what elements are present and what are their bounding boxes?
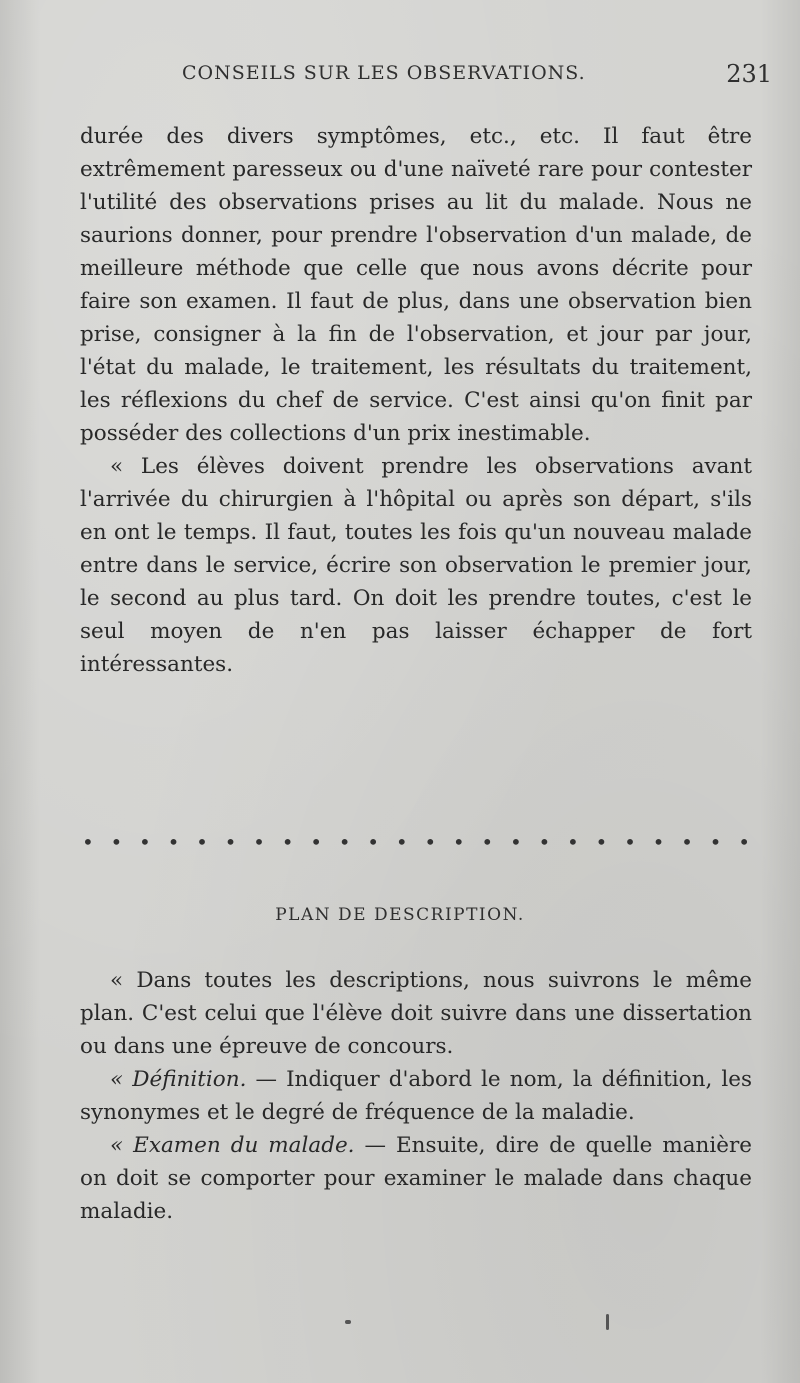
paragraph-examen xyxy=(80,1129,752,1228)
ellipsis-separator xyxy=(82,830,750,854)
page-number: 231 xyxy=(726,60,772,88)
definition-text: — Indiquer d'abord le nom, la définition, les synonymes et le degré de fréquence de la maladie. xyxy=(80,1067,752,1125)
paragraph: « Les élèves doivent prendre les observations avant l'arrivée du chirurgien à l'hôpital ou après son départ, s'ils en ont le temps. Il faut, toutes les fois qu'un nouveau malade entre dans le service, écrire son observation le premier jour, le second au plus tard. On doit les prendre toutes, c'est le seul moyen de n'en pas laisser échapper de fort intéressantes. xyxy=(80,454,752,677)
ink-speck xyxy=(606,1314,609,1330)
examen-lead: « Examen du malade. xyxy=(110,1133,355,1158)
definition-lead: « Définition. xyxy=(110,1067,247,1092)
running-title: CONSEILS SUR LES OBSERVATIONS. xyxy=(182,62,586,84)
examen-text: — Ensuite, dire de quelle manière on doit se comporter pour examiner le malade dans chaque maladie. xyxy=(80,1133,752,1224)
section-heading: PLAN DE DESCRIPTION. xyxy=(275,905,525,925)
paragraph: « Dans toutes les descriptions, nous suivrons le même plan. C'est celui que l'élève doit suivre dans une dissertation ou dans une épreuve de concours. xyxy=(80,968,752,1059)
page-header xyxy=(182,62,772,92)
paragraph-definition xyxy=(80,1063,752,1129)
ink-speck xyxy=(345,1320,351,1324)
print-specks xyxy=(0,1310,800,1350)
body-text-lower xyxy=(80,964,752,1228)
paragraph: durée des divers symptômes, etc., etc. Il faut être extrêmement paresseux ou d'une naïveté rare pour contester l'utilité des observations prises au lit du malade. Nous ne saurions donner, pour prendre l'observation d'un malade, de meilleure méthode que celle que nous avons décrite pour faire son examen. Il faut de plus, dans une observation bien prise, consigner à la fin de l'observation, et jour par jour, l'état du malade, le traitement, les résultats du traitement, les réflexions du chef de service. C'est ainsi qu'on finit par posséder des collections d'un prix inestimable. xyxy=(80,124,752,446)
body-text-upper xyxy=(80,120,752,681)
separator-dots: • • • • • • • • • • • • • • • • • • • • • • • • xyxy=(82,830,750,854)
